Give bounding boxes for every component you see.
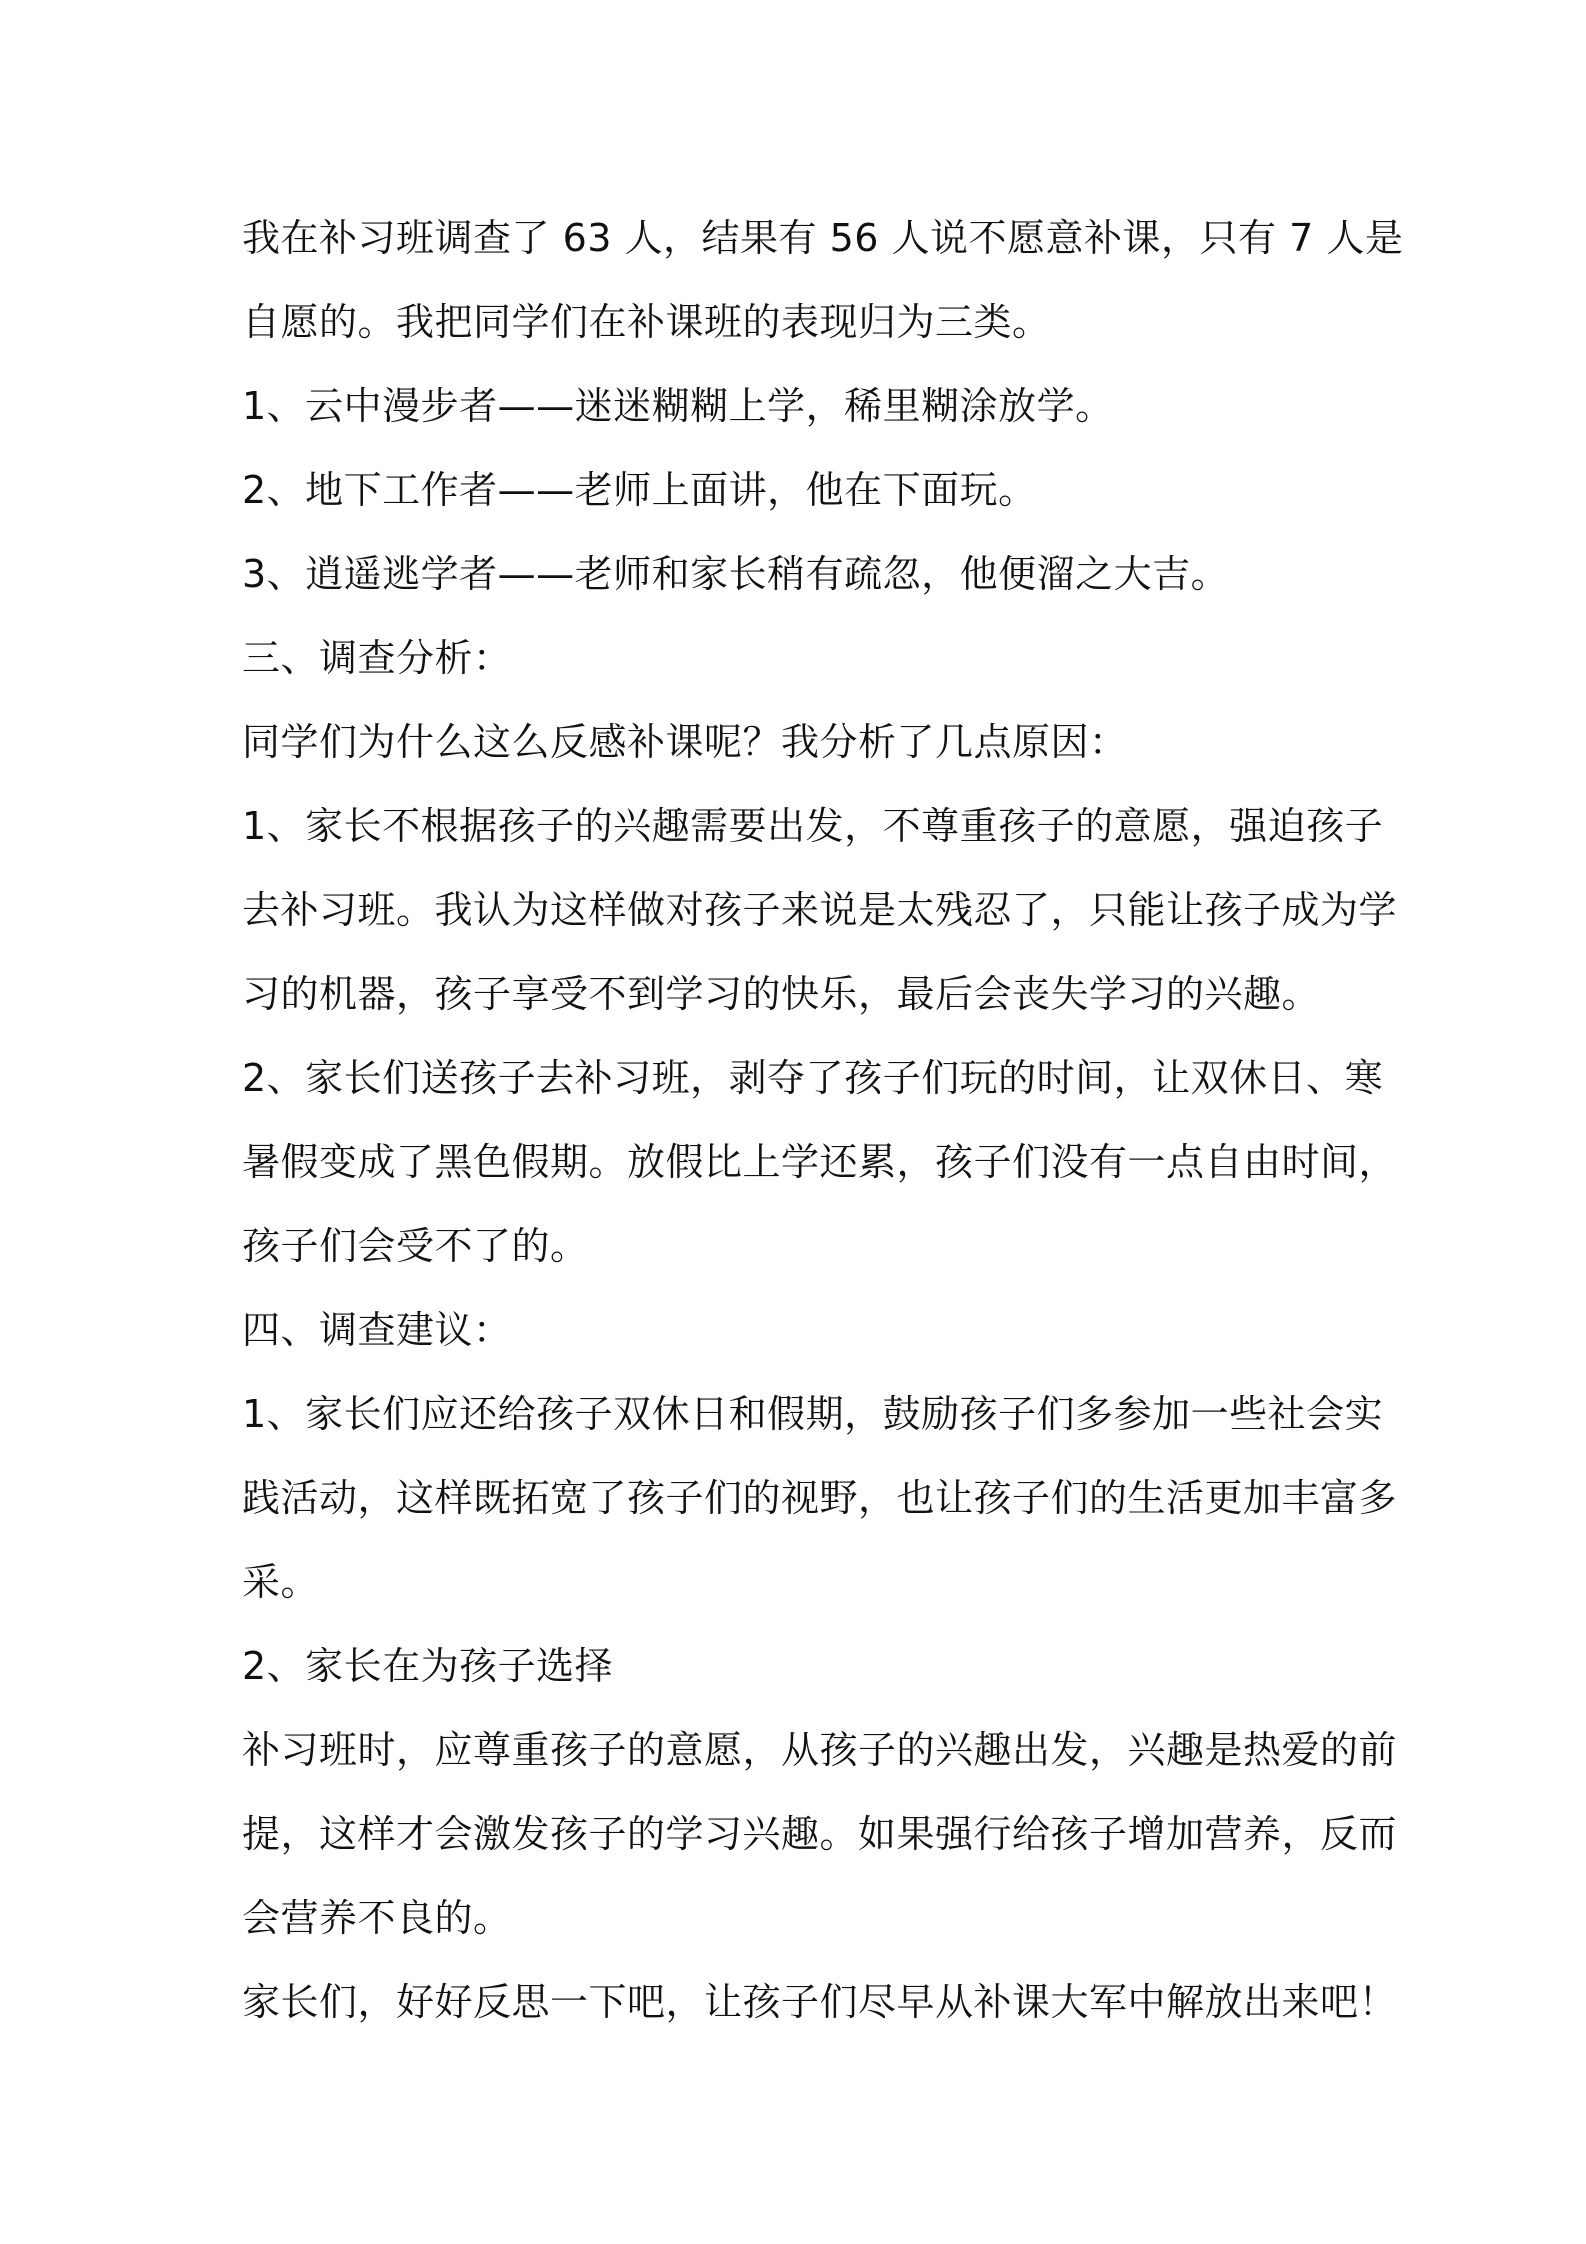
suggestion-point-2: 2、家长在为孩子选择 [242,1644,614,1688]
text-line: 我在补习班调查了 63 人，结果有 56 人说不愿意补课，只有 7 人是 [242,216,1404,260]
closing-line: 家长们，好好反思一下吧，让孩子们尽早从补课大军中解放出来吧！ [242,1980,1398,2024]
text-line: 同学们为什么这么反感补课呢？我分析了几点原因： [242,720,1128,764]
text-line: 践活动，这样既拓宽了孩子们的视野，也让孩子们的生活更加丰富多 [242,1476,1398,1520]
section-heading-analysis: 三、调查分析： [242,636,512,680]
list-item-category-1: 1、云中漫步者——迷迷糊糊上学，稀里糊涂放学。 [242,384,1114,428]
analysis-point-1: 1、家长不根据孩子的兴趣需要出发，不尊重孩子的意愿，强迫孩子 [242,804,1384,848]
list-item-category-2: 2、地下工作者——老师上面讲，他在下面玩。 [242,468,1037,512]
text-line: 自愿的。我把同学们在补课班的表现归为三类。 [242,300,1051,344]
text-line: 采。 [242,1560,320,1604]
suggestion-point-1: 1、家长们应还给孩子双休日和假期，鼓励孩子们多参加一些社会实 [242,1392,1384,1436]
document-body [242,196,1404,2044]
text-line: 补习班时，应尊重孩子的意愿，从孩子的兴趣出发，兴趣是热爱的前 [242,1728,1398,1772]
analysis-point-2: 2、家长们送孩子去补习班，剥夺了孩子们玩的时间，让双休日、寒 [242,1056,1384,1100]
text-line: 暑假变成了黑色假期。放假比上学还累，孩子们没有一点自由时间， [242,1140,1398,1184]
text-line: 习的机器，孩子享受不到学习的快乐，最后会丧失学习的兴趣。 [242,972,1321,1016]
text-line: 孩子们会受不了的。 [242,1224,589,1268]
text-line: 去补习班。我认为这样做对孩子来说是太残忍了，只能让孩子成为学 [242,888,1398,932]
text-line: 提，这样才会激发孩子的学习兴趣。如果强行给孩子增加营养，反而 [242,1812,1398,1856]
list-item-category-3: 3、逍遥逃学者——老师和家长稍有疏忽，他便溜之大吉。 [242,552,1230,596]
text-line: 会营养不良的。 [242,1896,512,1940]
section-heading-suggestions: 四、调查建议： [242,1308,512,1352]
